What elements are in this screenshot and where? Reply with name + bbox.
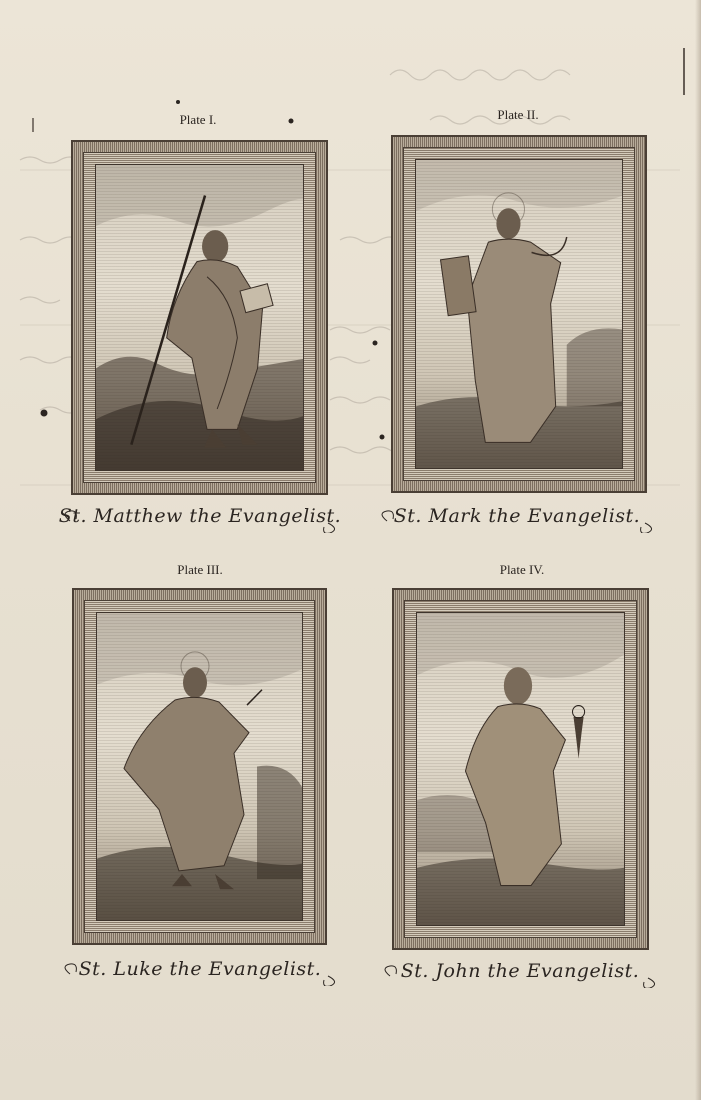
plate-2-caption-text: St. Mark the Evangelist. <box>393 505 641 527</box>
plate-3-frame <box>72 588 327 945</box>
plate-4-frame <box>392 588 649 950</box>
plate-1-frame <box>71 140 328 495</box>
plate-1-caption-text: St. Matthew the Evangelist. <box>58 505 342 527</box>
plate-4-label: Plate IV. <box>499 562 545 577</box>
plate-3-caption <box>55 958 345 980</box>
plate-4-engraving-john <box>416 612 625 926</box>
plate-4-caption <box>375 960 665 982</box>
plate-4-caption-text: St. John the Evangelist. <box>400 960 640 982</box>
plate-1-label: Plate I. <box>179 112 217 127</box>
plate-3-engraving-luke <box>96 612 303 921</box>
plate-2-engraving-mark <box>415 159 623 469</box>
plate-1-caption <box>55 505 345 527</box>
plate-3-label: Plate III. <box>177 562 223 577</box>
plate-3-caption-text: St. Luke the Evangelist. <box>78 958 322 980</box>
plate-2-caption <box>372 505 662 527</box>
plate-2-label: Plate II. <box>497 107 539 122</box>
plate-1-engraving-matthew <box>95 164 304 471</box>
plate-2-frame <box>391 135 647 493</box>
